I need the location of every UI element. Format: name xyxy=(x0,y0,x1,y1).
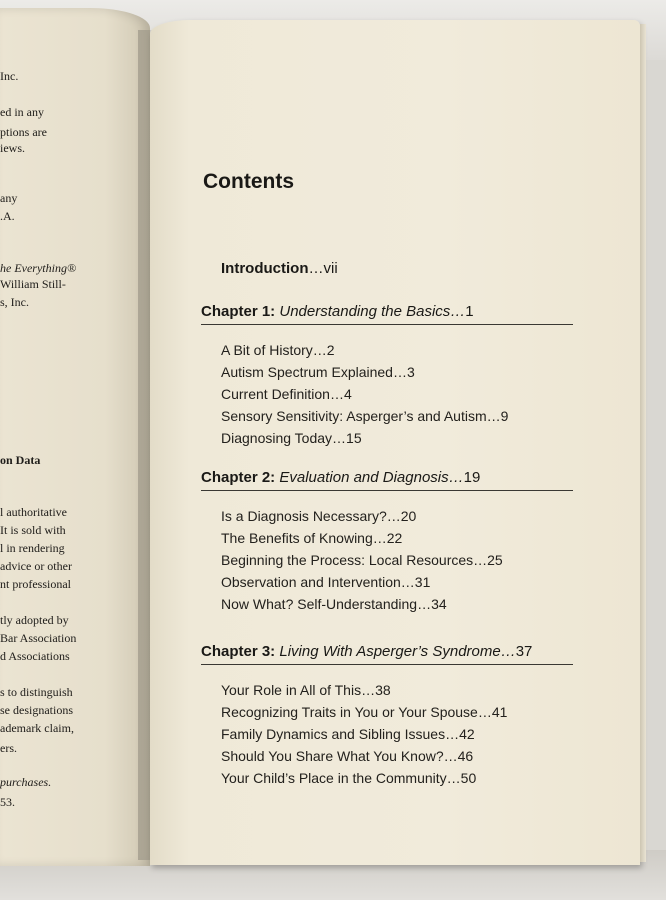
section-item: Recognizing Traits in You or Your Spouse…41 xyxy=(221,704,508,720)
chapter-title: Understanding the Basics… xyxy=(279,303,466,320)
left-page-fragment: ers. xyxy=(0,741,17,755)
section-item: Observation and Intervention…31 xyxy=(221,574,431,590)
left-page-fragment: se designations xyxy=(0,703,73,717)
left-page-fragment: ed in any xyxy=(0,105,44,119)
left-page-fragment: Inc. xyxy=(0,69,19,83)
section-list xyxy=(221,339,573,449)
left-page-fragment: s to distinguish xyxy=(0,685,73,699)
left-page-fragment: advice or other xyxy=(0,559,72,573)
contents-title: Contents xyxy=(203,170,294,193)
left-page-fragment: ptions are xyxy=(0,125,47,139)
chapter-title: Living With Asperger’s Syndrome… xyxy=(279,643,516,660)
section-list xyxy=(221,505,573,615)
left-page-fragment: Bar Association xyxy=(0,631,77,645)
chapter-heading xyxy=(201,303,573,325)
section-item: Now What? Self-Understanding…34 xyxy=(221,596,447,612)
section-list xyxy=(221,679,573,789)
chapter-number: Chapter 3: xyxy=(201,643,276,660)
chapter-title: Evaluation and Diagnosis… xyxy=(279,469,464,486)
left-page-fragment: s, Inc. xyxy=(0,295,29,309)
left-page-fragment: nt professional xyxy=(0,577,71,591)
left-page-fragment: on Data xyxy=(0,453,41,467)
chapter-heading xyxy=(201,643,573,665)
section-item: Current Definition…4 xyxy=(221,386,352,402)
chapter-number: Chapter 2: xyxy=(201,469,276,486)
left-page-fragment: iews. xyxy=(0,141,25,155)
introduction-entry xyxy=(221,260,338,277)
chapter-heading xyxy=(201,469,573,491)
left-page-fragment: 53. xyxy=(0,795,15,809)
chapter-page: 19 xyxy=(463,469,481,486)
introduction-label: Introduction xyxy=(221,260,309,277)
chapter-1 xyxy=(201,303,573,449)
page-edges xyxy=(640,24,646,862)
left-page-fragment: l in rendering xyxy=(0,541,65,555)
chapter-number: Chapter 1: xyxy=(201,303,276,320)
section-item: Autism Spectrum Explained…3 xyxy=(221,364,415,380)
section-item: Is a Diagnosis Necessary?…20 xyxy=(221,508,417,524)
section-item: Your Child’s Place in the Community…50 xyxy=(221,770,477,786)
left-page-fragment: tly adopted by xyxy=(0,613,69,627)
section-item: Family Dynamics and Sibling Issues…42 xyxy=(221,726,475,742)
section-item: Sensory Sensitivity: Asperger’s and Autism…9 xyxy=(221,408,509,424)
left-page-fragment: any xyxy=(0,191,18,205)
left-page-fragment: William Still- xyxy=(0,277,66,291)
section-item: Your Role in All of This…38 xyxy=(221,682,391,698)
left-page-fragment: .A. xyxy=(0,209,15,223)
chapter-page: 37 xyxy=(515,643,533,660)
chapter-2 xyxy=(201,469,573,615)
left-page-fragment: he Everything® xyxy=(0,261,77,275)
chapter-3 xyxy=(201,643,573,789)
section-item: Beginning the Process: Local Resources…25 xyxy=(221,552,503,568)
left-page-fragment: purchases. xyxy=(0,775,52,789)
introduction-page: …vii xyxy=(308,260,338,277)
left-page-fragment: d Associations xyxy=(0,649,70,663)
left-page-fragment: l authoritative xyxy=(0,505,67,519)
left-page-fragment: It is sold with xyxy=(0,523,66,537)
left-page xyxy=(0,8,150,866)
section-item: The Benefits of Knowing…22 xyxy=(221,530,403,546)
section-item: Should You Share What You Know?…46 xyxy=(221,748,474,764)
right-page xyxy=(150,20,640,865)
chapter-page: 1 xyxy=(465,303,474,320)
table-of-contents xyxy=(150,20,640,865)
section-item: Diagnosing Today…15 xyxy=(221,430,362,446)
left-page-fragment: ademark claim, xyxy=(0,721,74,735)
section-item: A Bit of History…2 xyxy=(221,342,335,358)
